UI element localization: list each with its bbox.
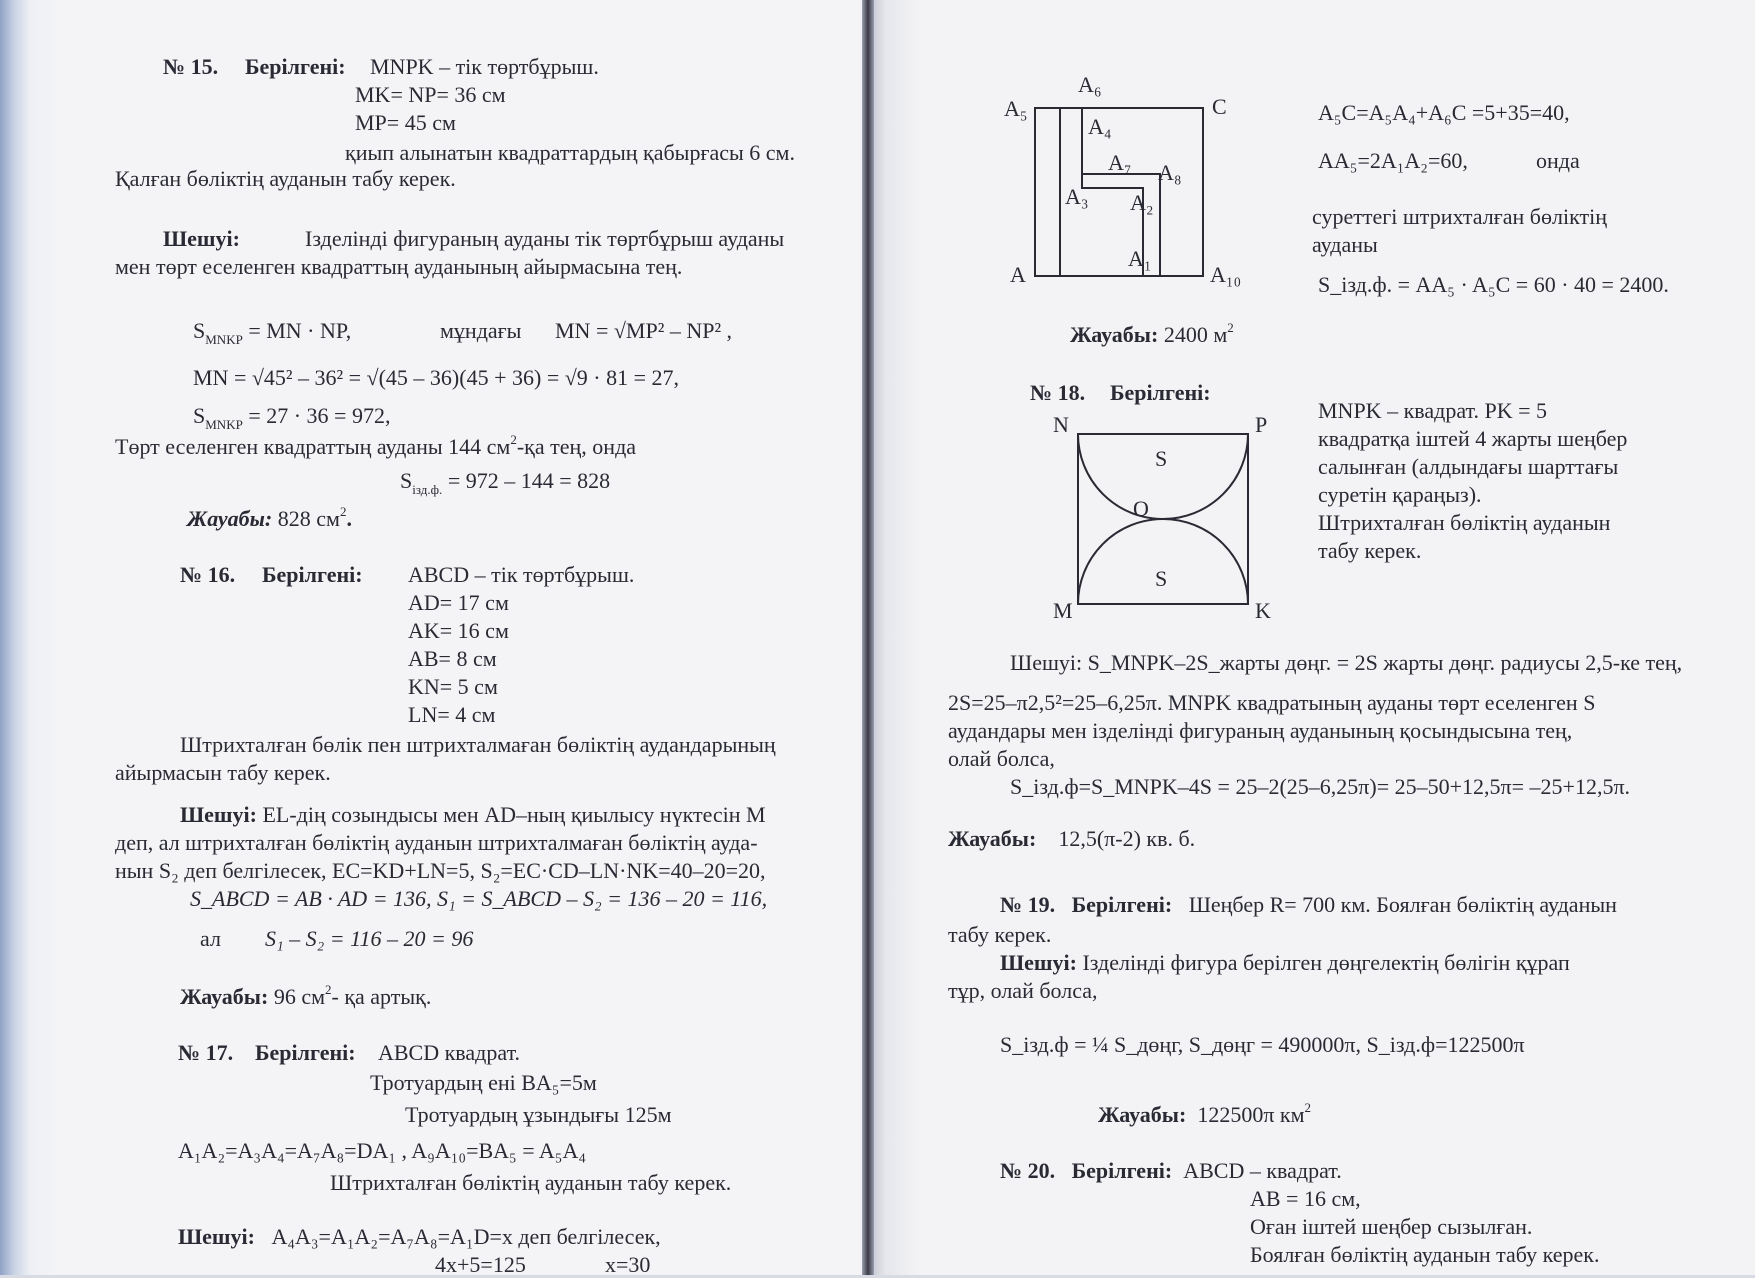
- p18-solution-line5: S_ізд.ф=S_MNPK–4S = 25–2(25–6,25π)= 25–50+12,5π= –25+12,5π.: [1010, 774, 1631, 799]
- p16-solution-line3: нын S₂ деп белгілесек, EC=KD+LN=5, S₂=EC·CD–LN·NK=40–20=20,: [115, 858, 766, 883]
- p15-line3: қиып алынатын квадраттардың қабырғасы 6 см.: [345, 140, 795, 165]
- p16-solution-line1: Шешуі: EL-дің созындысы мен AD–ның қиылысу нүктесін M: [180, 802, 766, 827]
- p17-line1: Тротуардың ені BA₅=5м: [370, 1070, 597, 1095]
- p15-solution-label: Шешуі:: [163, 226, 240, 251]
- p17-solution-x: x=30: [605, 1252, 651, 1277]
- p18-given-line5: Штрихталған бөліктің ауданын: [1318, 510, 1611, 535]
- p20-line1: AB = 16 см,: [1250, 1186, 1361, 1211]
- p17-title: № 17.: [178, 1040, 234, 1065]
- p17-line3: A₁A₂=A₃A₄=A₇A₈=DA₁ , A₉A₁₀=BA₅ = A₅A₄: [178, 1138, 587, 1163]
- fig18-label-k: K: [1255, 598, 1271, 620]
- p16-given-label: Берілгені:: [262, 562, 363, 587]
- p18-figure: [1045, 410, 1285, 620]
- fig18-label-s-top: S: [1155, 446, 1168, 471]
- p17-given: ABCD квадрат.: [378, 1040, 521, 1065]
- p19-title-line: № 19. Берілгені: Шеңбер R= 700 км. Боялған бөліктің ауданын: [1000, 892, 1617, 917]
- p15-answer: Жауабы: 828 $см^2$.: [187, 504, 352, 531]
- p17-line2: Тротуардың ұзындығы 125м: [405, 1102, 672, 1127]
- p15-given-label: Берілгені:: [245, 54, 346, 79]
- p18-given-line6: табу керек.: [1318, 538, 1422, 563]
- p19-solution-line1: Шешуі: Ізделінді фигура берілген дөңгелектің бөлігін құрап: [1000, 950, 1570, 975]
- fig18-label-p: P: [1255, 412, 1268, 437]
- p18-given-line1: MNPK – квадрат. PK = 5: [1318, 398, 1548, 423]
- p15-formula2: MN = √45² – 36² = √(45 – 36)(45 + 36) = √9 · 81 = 27,: [193, 365, 680, 390]
- p15-line2: MP= 45 см: [355, 110, 456, 135]
- fig17-label-a10: A₁₀: [1210, 262, 1242, 287]
- p17-cont-line2b: онда: [1536, 148, 1580, 173]
- p15-formula5: $S_{ізд.ф.} = 972 - 144 = 828$: [400, 468, 611, 497]
- p18-bottom-semicircle: [1078, 519, 1248, 604]
- p19-given-line2: табу керек.: [948, 922, 1052, 947]
- p15-title: № 15.: [163, 54, 219, 79]
- p19-answer: Жауабы: 122500π $км^2$: [1098, 1100, 1312, 1127]
- p18-given-line2: квадратқа іштей 4 жарты шеңбер: [1318, 426, 1628, 451]
- p17-given-label: Берілгені:: [255, 1040, 356, 1065]
- p18-solution-line4: олай болса,: [948, 746, 1055, 771]
- p18-given-line4: суретін қараңыз).: [1318, 482, 1482, 507]
- p17-cont-line1: A₅C=A₅A₄+A₆C =5+35=40,: [1318, 100, 1570, 125]
- p17-solution-eq: 4x+5=125: [435, 1252, 526, 1277]
- p15-formula3: $S_{MNKP} = 27 \cdot 36 = 972$,: [193, 403, 391, 432]
- p18-answer: Жауабы: 12,5(π-2) кв. б.: [948, 826, 1196, 851]
- fig17-label-a5: A₅: [1004, 96, 1028, 121]
- p15-given: MNPK – тік төртбұрыш.: [370, 54, 599, 79]
- fig17-label-c: C: [1212, 94, 1227, 119]
- p16-line3: AB= 8 см: [408, 646, 497, 671]
- fig17-label-a8: A₈: [1158, 160, 1182, 185]
- p15-solution-line2: мен төрт еселенген квадраттың ауданының айырмасына тең.: [115, 254, 683, 279]
- p20-line2: Оған іштей шеңбер сызылған.: [1250, 1214, 1533, 1239]
- fig17-label-a2: A₂: [1130, 190, 1154, 215]
- p16-task2: айырмасын табу керек.: [115, 760, 331, 785]
- p20-title-line: № 20. Берілгені: ABCD – квадрат.: [1000, 1158, 1342, 1183]
- p17-line4: Штрихталған бөліктің ауданын табу керек.: [330, 1170, 732, 1195]
- p16-title: № 16.: [180, 562, 236, 587]
- p16-line1: AD= 17 см: [408, 590, 509, 615]
- p19-formula: S_ізд.ф = ¼ S_дөңг, S_дөңг = 490000π, S_ізд.ф=122500π: [1000, 1032, 1525, 1057]
- p16-line5: LN= 4 см: [408, 702, 496, 727]
- p16-formula1: S_ABCD = AB · AD = 136, S₁ = S_ABCD – S₂ = 136 – 20 = 116,: [190, 886, 768, 911]
- fig18-label-o: O: [1133, 496, 1149, 521]
- p15-formula4: Төрт еселенген квадраттың ауданы 144 $см^2-қа$ тең, онда: [115, 432, 637, 459]
- p16-formula2: S₁ – S₂ = 116 – 20 = 96: [265, 926, 474, 951]
- fig17-label-a1: A₁: [1128, 246, 1152, 271]
- p16-line2: AK= 16 см: [408, 618, 509, 643]
- p17-cont-line4: ауданы: [1312, 232, 1378, 257]
- p17-answer: Жауабы: 2400 $м^2$: [1070, 320, 1234, 347]
- p15-line4: Қалған бөліктің ауданын табу керек.: [115, 166, 456, 191]
- p16-task1: Штрихталған бөлік пен штрихталмаған бөліктің аудандарының: [180, 732, 776, 757]
- fig17-label-a3: A₃: [1065, 184, 1089, 209]
- p17-figure: [1000, 70, 1260, 290]
- fig18-label-m: M: [1053, 598, 1073, 620]
- p15-solution-line1: Ізделінді фигураның ауданы тік төртбұрыш ауданы: [305, 226, 785, 251]
- p15-formula1-where: мұндағы: [440, 318, 522, 343]
- fig17-label-a4: A₄: [1088, 114, 1112, 139]
- p18-solution-line3: аудандары мен ізделінді фигураның ауданының қосындысына тең,: [948, 718, 1573, 743]
- p15-line1: MK= NP= 36 см: [355, 82, 506, 107]
- p18-solution-line2: 2S=25–π2,5²=25–6,25π. MNPK квадратының ауданы төрт еселенген S: [948, 690, 1596, 715]
- p17-solution-line1: Шешуі: A₄A₃=A₁A₂=A₇A₈=A₁D=x деп белгілесек,: [178, 1224, 661, 1249]
- p18-given-line3: салынған (алдындағы шарттағы: [1318, 454, 1619, 479]
- fig17-label-a7: A₇: [1108, 150, 1132, 175]
- p18-given-label: Берілгені:: [1110, 380, 1211, 405]
- fig17-label-a6: A₆: [1078, 72, 1102, 97]
- p16-answer: Жауабы: 96 $см^2-$ қа артық.: [180, 982, 432, 1009]
- p17-cont-line3: суреттегі штрихталған бөліктің: [1312, 204, 1607, 229]
- fig18-label-n: N: [1053, 412, 1069, 437]
- p16-given: ABCD – тік төртбұрыш.: [408, 562, 635, 587]
- p17-cont-line5: S_ізд.ф. = AA₅ · A₅C = 60 · 40 = 2400.: [1318, 272, 1669, 297]
- p20-line3: Боялған бөліктің ауданын табу керек.: [1250, 1242, 1600, 1267]
- p16-line4: KN= 5 см: [408, 674, 498, 699]
- p16-solution-line2: деп, ал штрихталған бөліктің ауданын штрихталмаған бөліктің ауда-: [115, 830, 758, 855]
- p17-cont-line2a: AA₅=2A₁A₂=60,: [1318, 148, 1468, 173]
- book-gutter: [862, 0, 874, 1275]
- p18-solution-line1: Шешуі: S_MNPK–2S_жарты дөңг. = 2S жарты дөңг. радиусы 2,5-ке тең,: [1010, 650, 1683, 675]
- p16-formula2-al: ал: [200, 926, 221, 951]
- p18-title: № 18.: [1030, 380, 1086, 405]
- fig17-label-a: A: [1010, 262, 1026, 287]
- p15-formula1-mn: MN = √MP² – NP² ,: [555, 318, 733, 343]
- fig18-label-s-bottom: S: [1155, 566, 1168, 591]
- p15-formula1: $S_{MNKP}$ = MN · NP,: [193, 318, 352, 347]
- p19-solution-line2: тұр, олай болса,: [948, 978, 1098, 1003]
